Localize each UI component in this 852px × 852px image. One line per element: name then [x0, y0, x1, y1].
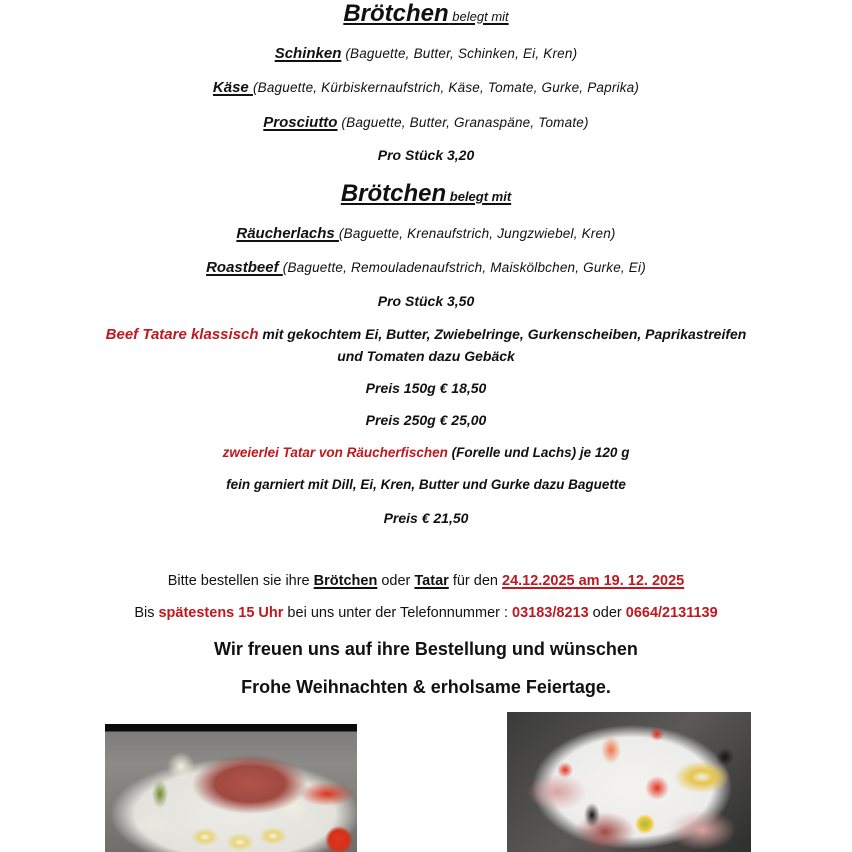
section2-price: Pro Stück 3,50	[377, 293, 475, 309]
beef-tatare-line2: und Tomaten dazu Gebäck	[337, 348, 515, 364]
item-name: Räucherlachs	[236, 225, 339, 242]
order-word-broetchen: Brötchen	[313, 573, 378, 589]
order-word-tatar: Tatar	[414, 573, 449, 589]
deadline-prefix: Bis	[134, 605, 159, 621]
item-description: (Baguette, Remouladenaufstrich, Maiskölbchen, Gurke, Ei)	[282, 260, 646, 275]
beef-tatare-description: mit gekochtem Ei, Butter, Zwiebelringe, Gurkenscheiben, Paprikastreifen	[258, 326, 747, 342]
item-name: Roastbeef	[206, 259, 283, 276]
order-info-line1	[0, 573, 852, 589]
phone-number-2: 0664/2131139	[625, 605, 718, 621]
item-description: (Baguette, Butter, Schinken, Ei, Kren)	[341, 46, 578, 61]
section1-heading-suffix: belegt mit	[448, 9, 509, 24]
item-name: Schinken	[274, 45, 342, 62]
order-info-line2	[0, 605, 852, 621]
order-mid2: für den	[448, 573, 502, 589]
beef-tatare-price-150g: Preis 150g € 18,50	[365, 380, 487, 396]
order-middle: oder	[377, 573, 415, 589]
beef-tatare-price-250g: Preis 250g € 25,00	[365, 412, 487, 428]
sandwich-platter-photo	[507, 712, 751, 852]
section2-heading-suffix: belegt mit	[446, 189, 512, 204]
phone-label: bei uns unter der Telefonnummer :	[283, 605, 513, 621]
item-description: (Baguette, Butter, Granaspäne, Tomate)	[337, 115, 589, 130]
deadline-time: spätestens 15 Uhr	[158, 605, 284, 621]
item-name: Prosciutto	[263, 114, 338, 131]
greeting-line1: Wir freuen uns auf ihre Bestellung und wünschen	[214, 639, 638, 659]
beef-tatare-line1	[0, 326, 852, 344]
fish-tatar-description: (Forelle und Lachs) je 120 g	[447, 445, 630, 460]
menu-item-prosciutto	[0, 114, 852, 132]
section2-heading	[0, 180, 852, 208]
section1-price: Pro Stück 3,20	[377, 147, 475, 163]
menu-item-raeucherlachs	[0, 225, 852, 243]
beef-tatare-name: Beef Tatare klassisch	[105, 326, 259, 343]
section1-heading	[0, 0, 852, 28]
section1-heading-title: Brötchen	[343, 0, 449, 27]
phone-number-1: 03183/8213	[512, 605, 589, 621]
greeting-line2: Frohe Weihnachten & erholsame Feiertage.	[241, 677, 611, 697]
fish-tatar-line1	[0, 444, 852, 462]
item-description: (Baguette, Krenaufstrich, Jungzwiebel, Kren)	[338, 226, 616, 241]
beef-tatare-photo	[105, 724, 357, 852]
fish-tatar-line2: fein garniert mit Dill, Ei, Kren, Butter und Gurke dazu Baguette	[226, 477, 626, 492]
menu-item-kaese	[0, 79, 852, 97]
order-date: 24.12.2025 am 19. 12. 2025	[502, 573, 685, 589]
order-prefix: Bitte bestellen sie ihre	[167, 573, 314, 589]
item-name: Käse	[212, 79, 253, 96]
item-description: (Baguette, Kürbiskernaufstrich, Käse, Tomate, Gurke, Paprika)	[252, 80, 640, 95]
phone-or: oder	[588, 605, 626, 621]
fish-tatar-name: zweierlei Tatar von Räucherfischen	[222, 445, 448, 460]
section2-heading-title: Brötchen	[340, 180, 447, 207]
menu-item-roastbeef	[0, 259, 852, 277]
menu-item-schinken	[0, 45, 852, 63]
fish-tatar-price: Preis € 21,50	[383, 510, 469, 526]
